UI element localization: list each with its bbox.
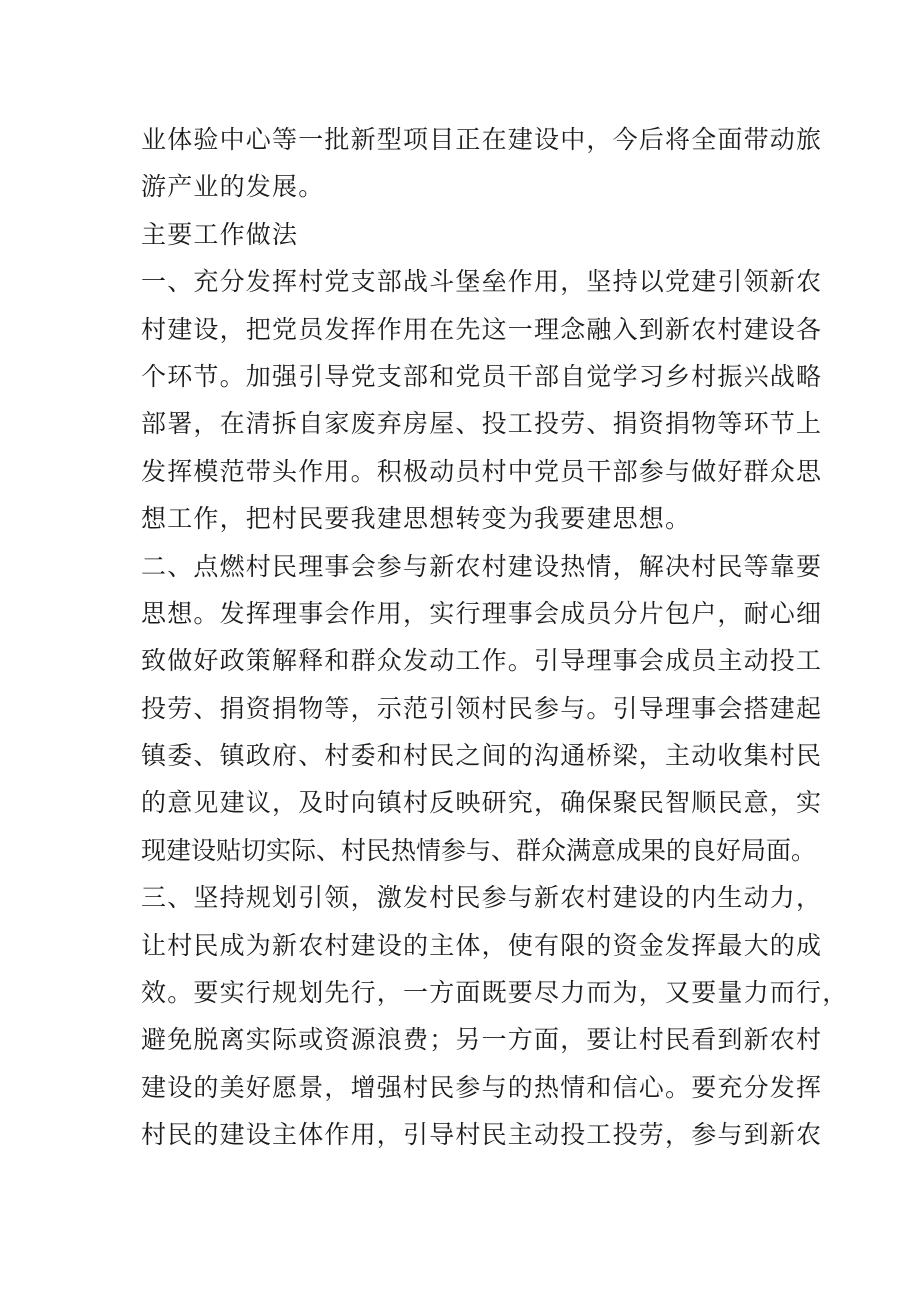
- text-line: 村民的建设主体作用，引导村民主动投工投劳，参与到新农: [141, 1120, 823, 1150]
- text-line: 建设的美好愿景，增强村民参与的热情和信心。要充分发挥: [141, 1072, 823, 1102]
- section-heading: 主要工作做法: [141, 219, 299, 249]
- text-line: 发挥模范带头作用。积极动员村中党员干部参与做好群众思: [141, 456, 823, 486]
- text-line: 现建设贴切实际、村民热情参与、群众满意成果的良好局面。: [141, 835, 817, 865]
- text-line: 的意见建议，及时向镇村反映研究，确保聚民智顺民意，实: [141, 788, 823, 818]
- body-text: [141, 116, 849, 1159]
- text-line: 游产业的发展。: [141, 172, 325, 202]
- text-line: 思想。发挥理事会作用，实行理事会成员分片包户，耐心细: [141, 598, 823, 628]
- text-line: 想工作，把村民要我建思想转变为我要建思想。: [141, 504, 692, 534]
- text-line: 业体验中心等一批新型项目正在建设中，今后将全面带动旅: [141, 125, 823, 154]
- text-line: 村建设，把党员发挥作用在先这一理念融入到新农村建设各: [141, 314, 823, 344]
- text-line: 部署，在清拆自家废弃房屋、投工投劳、捐资捐物等环节上: [141, 409, 823, 439]
- text-line: 避免脱离实际或资源浪费；另一方面，要让村民看到新农村: [141, 1025, 823, 1055]
- text-line: 镇委、镇政府、村委和村民之间的沟通桥梁，主动收集村民: [141, 741, 823, 771]
- text-line: 一、充分发挥村党支部战斗堡垒作用，坚持以党建引领新农: [141, 267, 823, 297]
- text-line: 二、点燃村民理事会参与新农村建设热情，解决村民等靠要: [141, 551, 823, 581]
- text-line: 致做好政策解释和群众发动工作。引导理事会成员主动投工: [141, 646, 823, 676]
- text-line: 个环节。加强引导党支部和党员干部自觉学习乡村振兴战略: [141, 361, 823, 391]
- text-line: 投劳、捐资捐物等，示范引领村民参与。引导理事会搭建起: [141, 693, 823, 723]
- text-line: 三、坚持规划引领，激发村民参与新农村建设的内生动力，: [141, 883, 823, 913]
- text-line: 效。要实行规划先行，一方面既要尽力而为，又要量力而行，: [141, 978, 849, 1008]
- text-line: 让村民成为新农村建设的主体，使有限的资金发挥最大的成: [141, 930, 823, 960]
